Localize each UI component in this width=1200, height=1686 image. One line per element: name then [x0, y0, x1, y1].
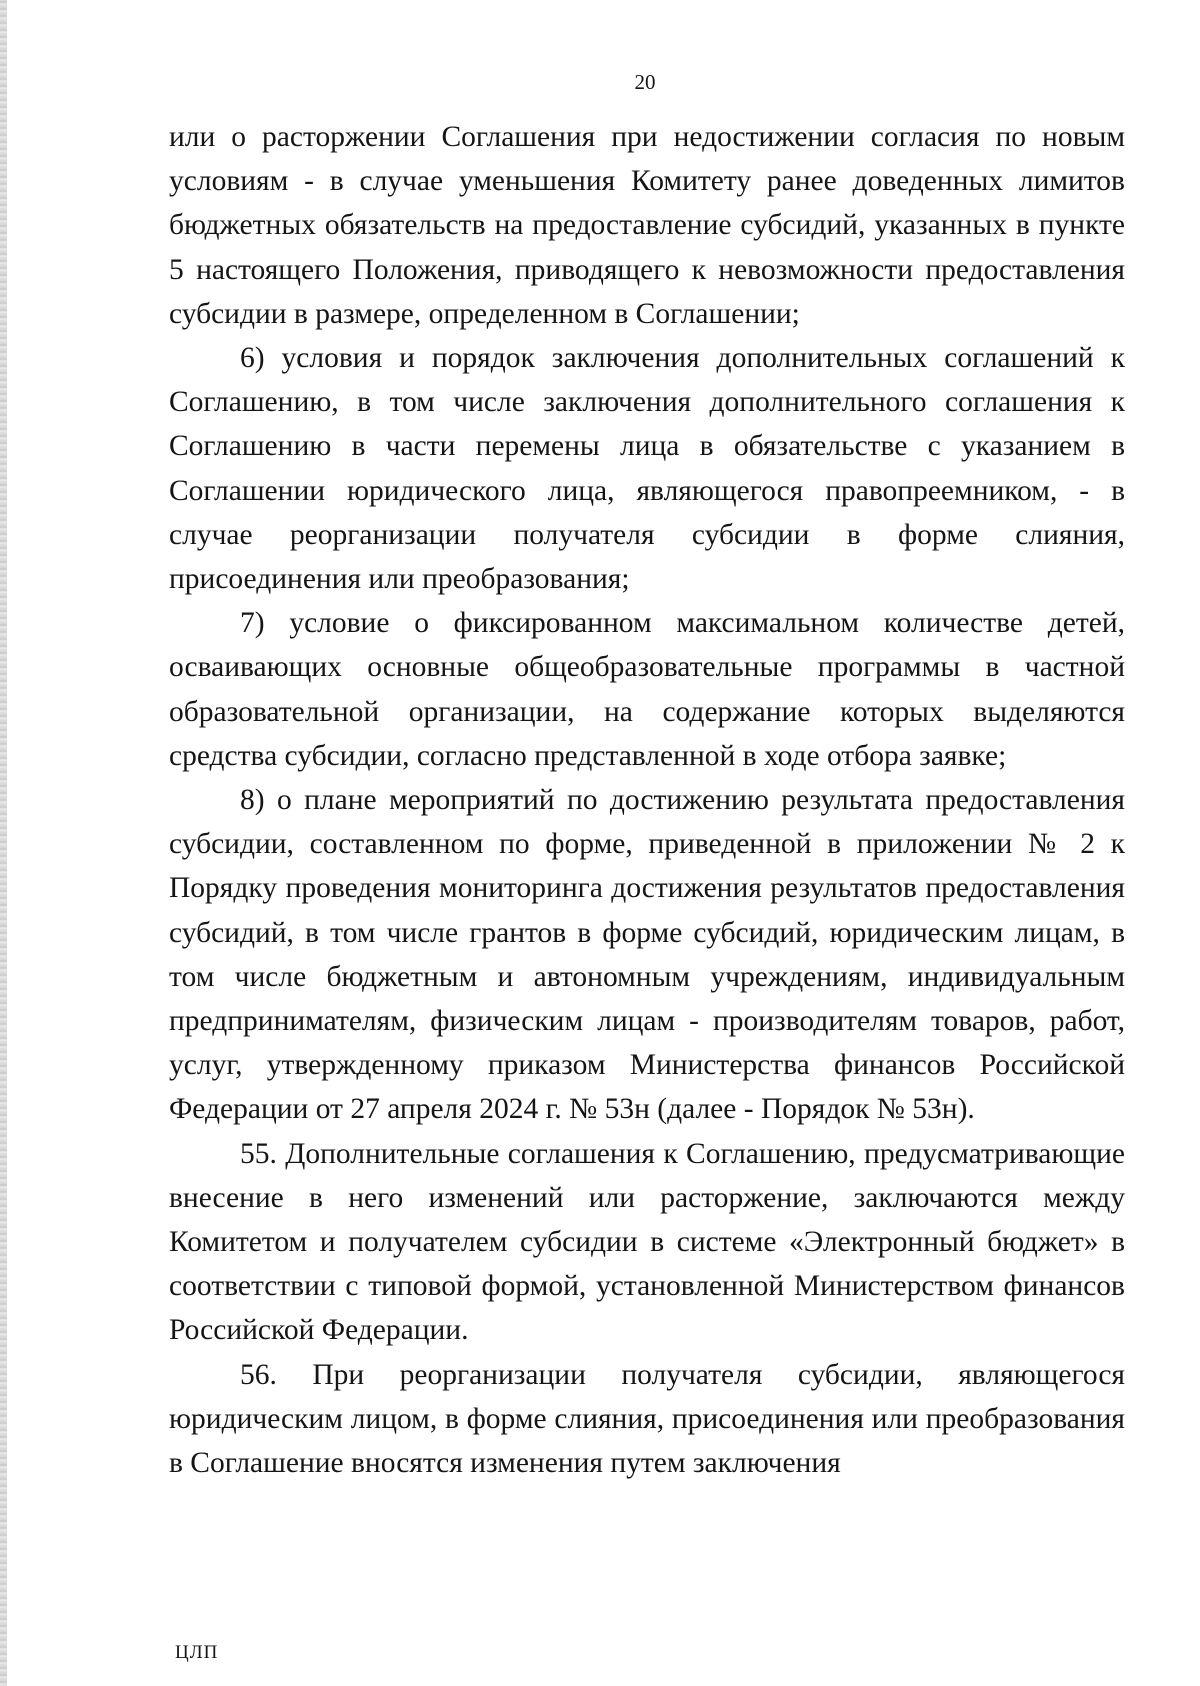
- paragraph-clause-56: 56. При реорганизации получателя субсидии, являющегося юридическим лицом, в форме слияния, присоединения или преобразования в Соглашение вносятся изменения путем заключения: [169, 1358, 1125, 1480]
- paragraph-item-7: 7) условие о фиксированном максимальном количестве детей, осваивающих основные общеобразовательные программы в частной образовательной организации, на содержание которых выделяются средства субсидии, согласно представленной в ходе отбора заявке;: [169, 607, 1125, 772]
- paragraph-item-8: 8) о плане мероприятий по достижению результата предоставления субсидии, составленном по форме, приведенной в приложении № 2 к Порядку проведения мониторинга достижения результатов предоставления субсидий, в том числе грантов в форме субсидий, юридическим лицам, в том числе бюджетным и автономным учреждениям, индивидуальным предпринимателям, физическим лицам - производителям товаров, работ, услуг, утвержденному приказом Министерства финансов Российской Федерации от 27 апреля 2024 г. № 53н (далее - Порядок № 53н).: [169, 784, 1125, 1126]
- paragraph-item-6: 6) условия и порядок заключения дополнительных соглашений к Соглашению, в том числе заключения дополнительного соглашения к Соглашению в части перемены лица в обязательстве с указанием в Соглашении юридического лица, являющегося правопреемником, - в случае реорганизации получателя субсидии в форме слияния, присоединения или преобразования;: [169, 342, 1125, 596]
- page-number: 20: [634, 70, 656, 94]
- scan-edge: [0, 0, 7, 1686]
- paragraph-continuation: или о расторжении Соглашения при недостижении согласия по новым условиям - в случае уменьшения Комитету ранее доведенных лимитов бюджетных обязательств на предоставление субсидий, указанных в пункте 5 настоящего Положения, приводящего к невозможности предоставления субсидии в размере, определенном в Соглашении;: [169, 121, 1125, 330]
- footer-mark: ЦЛП: [175, 1642, 219, 1663]
- paragraph-clause-55: 55. Дополнительные соглашения к Соглашению, предусматривающие внесение в него изменений или расторжение, заключаются между Комитетом и получателем субсидии в системе «Электронный бюджет» в соответствии с типовой формой, установленной Министерством финансов Российской Федерации.: [169, 1137, 1125, 1347]
- document-body: [169, 115, 1125, 1485]
